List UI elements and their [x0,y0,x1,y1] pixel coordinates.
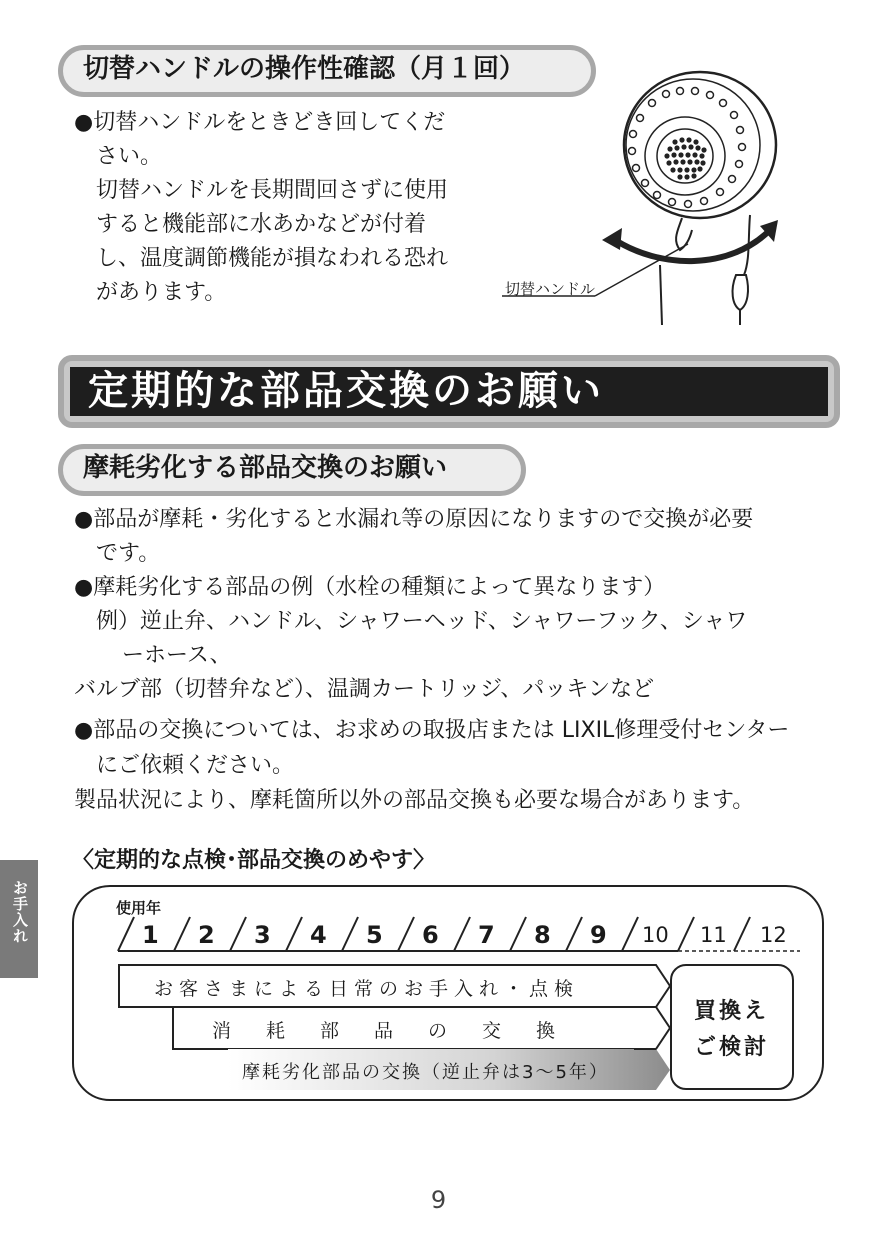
bar-daily-care: お客さまによる日常のお手入れ・点検 [154,978,580,1000]
banner [58,355,840,428]
replacement-box-line: ご検討 [694,1035,770,1060]
year-label: 6 [422,921,439,949]
years-label: 使用年 [116,899,162,917]
schedule-chart [72,885,824,1101]
year-label: 4 [310,921,327,949]
figure-label: 切替ハンドル [505,280,596,298]
schedule-heading: 〈定期的な点検･部品交換のめやす〉 [72,848,436,873]
side-tab [0,860,38,978]
year-label: 1 [142,921,159,949]
year-label: 10 [642,923,669,947]
text-line: があります。 [96,280,227,305]
text-line: ーホース、 [122,643,232,668]
text-line: さい。 [96,144,163,169]
text-line: 切替ハンドルを長期間回さずに使用 [96,178,449,203]
text-line: です。 [96,541,161,566]
text-line: バルブ部（切替弁など）、温調カートリッジ、パッキンなど [74,677,655,702]
side-tab-label: お手入れ [11,880,29,944]
year-label: 8 [534,921,551,949]
replacement-box-line: 買換え [694,999,770,1024]
bar-consumables: 消 耗 部 品 の 交 換 [212,1020,564,1042]
heading-text: 摩耗劣化する部品交換のお願い [83,453,448,483]
year-label: 3 [254,921,271,949]
banner-title: 定期的な部品交換のお願い [70,367,828,416]
text-line: ●摩耗劣化する部品の例（水栓の種類によって異なります） [74,575,666,600]
year-label: 11 [700,923,727,947]
page-number: 9 [430,1186,447,1214]
replacement-box [670,964,794,1090]
text-line: ●部品の交換については、お求めの取扱店または LIXIL修理受付センター [74,718,790,743]
section-heading-parts-replacement [58,444,526,496]
text-line: 製品状況により、摩耗箇所以外の部品交換も必要な場合があります。 [74,788,755,813]
year-label: 12 [760,923,787,947]
text-line: ●部品が摩耗・劣化すると水漏れ等の原因になりますので交換が必要 [74,507,754,532]
text-line: すると機能部に水あかなどが付着 [96,212,427,237]
text-line: し、温度調節機能が損なわれる恐れ [96,246,449,271]
year-label: 9 [590,921,607,949]
text-line: にご依頼ください。 [96,753,295,778]
text-line: 例）逆止弁、ハンドル、シャワーヘッド、シャワーフック、シャワ [96,609,748,634]
year-label: 5 [366,921,383,949]
year-label: 7 [478,921,495,949]
year-label: 2 [198,921,215,949]
section-heading-handle-check [58,45,596,97]
bar-worn-parts: 摩耗劣化部品の交換（逆止弁は3〜5年） [242,1062,609,1083]
text-line: ●切替ハンドルをときどき回してくだ [74,110,446,135]
heading-text: 切替ハンドルの操作性確認（月１回） [83,54,526,84]
